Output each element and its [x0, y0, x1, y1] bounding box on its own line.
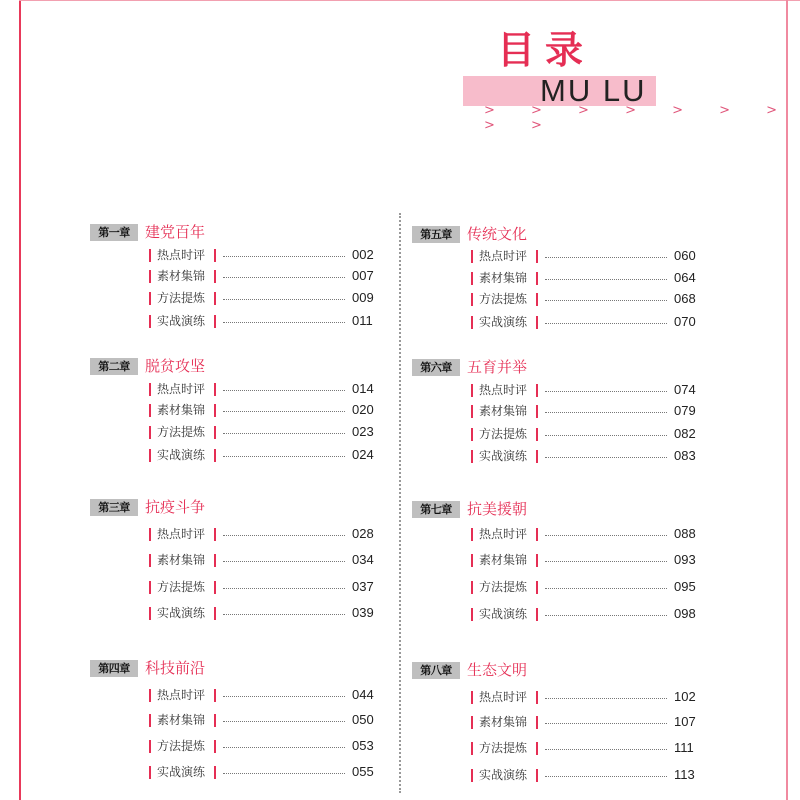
chapter-title: 传统文化	[467, 225, 528, 243]
page-title: 目录	[497, 28, 594, 72]
bar-marker	[536, 293, 538, 306]
bar-marker	[214, 714, 216, 727]
toc-entry[interactable]	[149, 245, 381, 265]
toc-entry[interactable]	[471, 312, 703, 332]
bar-marker	[214, 249, 216, 262]
bar-marker	[149, 383, 151, 396]
bar-marker	[536, 742, 538, 755]
toc-entry[interactable]	[471, 738, 703, 758]
dot-leader	[223, 588, 345, 589]
page-number: 024	[352, 447, 374, 462]
entry-label: 热点时评	[157, 688, 206, 702]
chapter-number-badge: 第一章	[90, 224, 138, 241]
bar-marker	[149, 554, 151, 567]
bar-marker	[536, 384, 538, 397]
entry-label: 实战演练	[157, 314, 206, 328]
page-number: 034	[352, 552, 374, 567]
toc-entry[interactable]	[471, 687, 703, 707]
bar-marker	[214, 426, 216, 439]
toc-entry[interactable]	[149, 524, 381, 544]
entry-label: 素材集锦	[479, 271, 528, 285]
page-number: 044	[352, 687, 374, 702]
bar-marker	[471, 742, 473, 755]
page-number: 111	[674, 740, 694, 755]
bar-marker	[536, 581, 538, 594]
bar-marker	[471, 716, 473, 729]
chapter-title: 建党百年	[145, 223, 206, 241]
entry-label: 热点时评	[479, 527, 528, 541]
bar-marker	[536, 428, 538, 441]
toc-entry[interactable]	[149, 266, 381, 286]
chapter-title: 抗疫斗争	[145, 498, 206, 516]
toc-entry[interactable]	[149, 603, 381, 623]
entry-label: 实战演练	[479, 449, 528, 463]
dot-leader	[223, 390, 345, 391]
entry-label: 方法提炼	[479, 580, 528, 594]
dot-leader	[545, 588, 667, 589]
entry-label: 素材集锦	[479, 715, 528, 729]
entry-label: 方法提炼	[157, 739, 206, 753]
chapter-number-badge: 第八章	[412, 662, 460, 679]
toc-entry[interactable]	[471, 289, 703, 309]
entry-label: 热点时评	[157, 527, 206, 541]
toc-entry[interactable]	[149, 422, 381, 442]
column-divider	[399, 213, 401, 793]
toc-entry[interactable]	[149, 736, 381, 756]
bar-marker	[214, 383, 216, 396]
page-number: 055	[352, 764, 374, 779]
bar-marker	[471, 608, 473, 621]
bar-marker	[536, 316, 538, 329]
dot-leader	[545, 300, 667, 301]
toc-entry[interactable]	[471, 712, 703, 732]
bar-marker	[214, 270, 216, 283]
page-number: 093	[674, 552, 696, 567]
entry-label: 素材集锦	[479, 404, 528, 418]
entry-label: 热点时评	[479, 383, 528, 397]
dot-leader	[223, 721, 345, 722]
page-number: 028	[352, 526, 374, 541]
chapter-number-badge: 第五章	[412, 226, 460, 243]
page-number: 074	[674, 382, 696, 397]
page-number: 002	[352, 247, 374, 262]
page-number: 095	[674, 579, 696, 594]
entry-label: 素材集锦	[479, 553, 528, 567]
bar-marker	[471, 384, 473, 397]
bar-marker	[471, 691, 473, 704]
bar-marker	[536, 405, 538, 418]
page-border-top	[19, 0, 800, 1]
toc-entry[interactable]	[149, 710, 381, 730]
page-number: 023	[352, 424, 374, 439]
page-number: 014	[352, 381, 374, 396]
entry-label: 热点时评	[157, 382, 206, 396]
toc-entry[interactable]	[149, 311, 381, 331]
bar-marker	[149, 714, 151, 727]
bar-marker	[149, 689, 151, 702]
page-number: 050	[352, 712, 374, 727]
page-number: 060	[674, 248, 696, 263]
bar-marker	[149, 270, 151, 283]
page-number: 011	[352, 313, 373, 328]
toc-entry[interactable]	[471, 246, 703, 266]
entry-label: 方法提炼	[157, 425, 206, 439]
bar-marker	[149, 581, 151, 594]
entry-label: 热点时评	[479, 690, 528, 704]
toc-entry[interactable]	[149, 550, 381, 570]
chapter-title: 脱贫攻坚	[145, 357, 206, 375]
bar-marker	[471, 450, 473, 463]
toc-entry[interactable]	[471, 268, 703, 288]
bar-marker	[149, 766, 151, 779]
dot-leader	[545, 391, 667, 392]
dot-leader	[223, 277, 345, 278]
chapter-number-badge: 第七章	[412, 501, 460, 518]
bar-marker	[536, 450, 538, 463]
dot-leader	[545, 749, 667, 750]
bar-marker	[214, 607, 216, 620]
toc-entry[interactable]	[149, 379, 381, 399]
toc-entry[interactable]	[149, 445, 381, 465]
entry-label: 实战演练	[479, 315, 528, 329]
bar-marker	[536, 716, 538, 729]
toc-entry[interactable]	[471, 604, 703, 624]
entry-label: 方法提炼	[157, 580, 206, 594]
entry-label: 方法提炼	[479, 427, 528, 441]
toc-entry[interactable]	[149, 762, 381, 782]
bar-marker	[536, 554, 538, 567]
page-border-left	[19, 0, 21, 800]
toc-entry[interactable]	[471, 577, 703, 597]
page-number: 020	[352, 402, 374, 417]
entry-label: 实战演练	[157, 606, 206, 620]
dot-leader	[545, 723, 667, 724]
page-number: 068	[674, 291, 696, 306]
toc-entry[interactable]	[149, 685, 381, 705]
chapter-title: 科技前沿	[145, 659, 206, 677]
bar-marker	[471, 272, 473, 285]
toc-entry[interactable]	[471, 424, 703, 444]
dot-leader	[223, 773, 345, 774]
toc-entry[interactable]	[471, 380, 703, 400]
bar-marker	[536, 528, 538, 541]
bar-marker	[149, 249, 151, 262]
bar-marker	[149, 449, 151, 462]
dot-leader	[545, 323, 667, 324]
bar-marker	[471, 428, 473, 441]
page-number: 037	[352, 579, 374, 594]
dot-leader	[545, 535, 667, 536]
entry-label: 实战演练	[479, 768, 528, 782]
toc-entry[interactable]	[149, 400, 381, 420]
toc-entry[interactable]	[471, 524, 703, 544]
bar-marker	[149, 315, 151, 328]
page-number: 007	[352, 268, 374, 283]
bar-marker	[149, 528, 151, 541]
bar-marker	[471, 293, 473, 306]
page-number: 053	[352, 738, 374, 753]
dot-leader	[223, 535, 345, 536]
chapter-number-badge: 第四章	[90, 660, 138, 677]
dot-leader	[545, 457, 667, 458]
entry-label: 素材集锦	[157, 553, 206, 567]
bar-marker	[471, 528, 473, 541]
entry-label: 素材集锦	[157, 269, 206, 283]
page-number: 088	[674, 526, 696, 541]
entry-label: 素材集锦	[157, 713, 206, 727]
bar-marker	[471, 769, 473, 782]
entry-label: 热点时评	[479, 249, 528, 263]
page-number: 064	[674, 270, 696, 285]
bar-marker	[149, 404, 151, 417]
bar-marker	[214, 740, 216, 753]
toc-entry[interactable]	[471, 401, 703, 421]
entry-label: 素材集锦	[157, 403, 206, 417]
bar-marker	[214, 315, 216, 328]
dot-leader	[545, 257, 667, 258]
bar-marker	[149, 740, 151, 753]
entry-label: 实战演练	[479, 607, 528, 621]
dot-leader	[545, 615, 667, 616]
page-number: 009	[352, 290, 374, 305]
bar-marker	[214, 404, 216, 417]
chapter-number-badge: 第二章	[90, 358, 138, 375]
bar-marker	[536, 608, 538, 621]
dot-leader	[545, 776, 667, 777]
page-number: 107	[674, 714, 696, 729]
dot-leader	[223, 256, 345, 257]
chapter-title: 生态文明	[467, 661, 528, 679]
bar-marker	[471, 405, 473, 418]
dot-leader	[223, 456, 345, 457]
toc-entry[interactable]	[471, 765, 703, 785]
chapter-number-badge: 第六章	[412, 359, 460, 376]
toc-entry[interactable]	[149, 577, 381, 597]
bar-marker	[536, 272, 538, 285]
bar-marker	[214, 689, 216, 702]
dot-leader	[223, 614, 345, 615]
bar-marker	[149, 292, 151, 305]
page-number: 113	[674, 767, 695, 782]
entry-label: 方法提炼	[157, 291, 206, 305]
bar-marker	[214, 449, 216, 462]
bar-marker	[536, 691, 538, 704]
toc-entry[interactable]	[471, 446, 703, 466]
entry-label: 方法提炼	[479, 292, 528, 306]
dot-leader	[223, 696, 345, 697]
dot-leader	[545, 698, 667, 699]
bar-marker	[149, 607, 151, 620]
bar-marker	[214, 581, 216, 594]
bar-marker	[214, 292, 216, 305]
dot-leader	[223, 299, 345, 300]
dot-leader	[223, 411, 345, 412]
dot-leader	[545, 561, 667, 562]
page-subtitle: MU LU	[540, 73, 647, 108]
entry-label: 热点时评	[157, 248, 206, 262]
entry-label: 方法提炼	[479, 741, 528, 755]
entry-label: 实战演练	[157, 448, 206, 462]
bar-marker	[214, 554, 216, 567]
bar-marker	[471, 581, 473, 594]
arrow-decoration: > > > > > > > > >	[484, 103, 794, 133]
bar-marker	[471, 316, 473, 329]
toc-entry[interactable]	[471, 550, 703, 570]
page-number: 102	[674, 689, 696, 704]
page-number: 079	[674, 403, 696, 418]
page-number: 070	[674, 314, 696, 329]
bar-marker	[471, 554, 473, 567]
page-number: 039	[352, 605, 374, 620]
bar-marker	[471, 250, 473, 263]
toc-entry[interactable]	[149, 288, 381, 308]
chapter-title: 五育并举	[467, 358, 528, 376]
bar-marker	[149, 426, 151, 439]
page-number: 082	[674, 426, 696, 441]
chapter-title: 抗美援朝	[467, 500, 528, 518]
dot-leader	[223, 322, 345, 323]
dot-leader	[223, 433, 345, 434]
bar-marker	[214, 766, 216, 779]
chapter-number-badge: 第三章	[90, 499, 138, 516]
bar-marker	[536, 769, 538, 782]
dot-leader	[545, 279, 667, 280]
dot-leader	[545, 412, 667, 413]
entry-label: 实战演练	[157, 765, 206, 779]
dot-leader	[223, 747, 345, 748]
page-number: 098	[674, 606, 696, 621]
page-number: 083	[674, 448, 696, 463]
dot-leader	[223, 561, 345, 562]
bar-marker	[536, 250, 538, 263]
dot-leader	[545, 435, 667, 436]
bar-marker	[214, 528, 216, 541]
